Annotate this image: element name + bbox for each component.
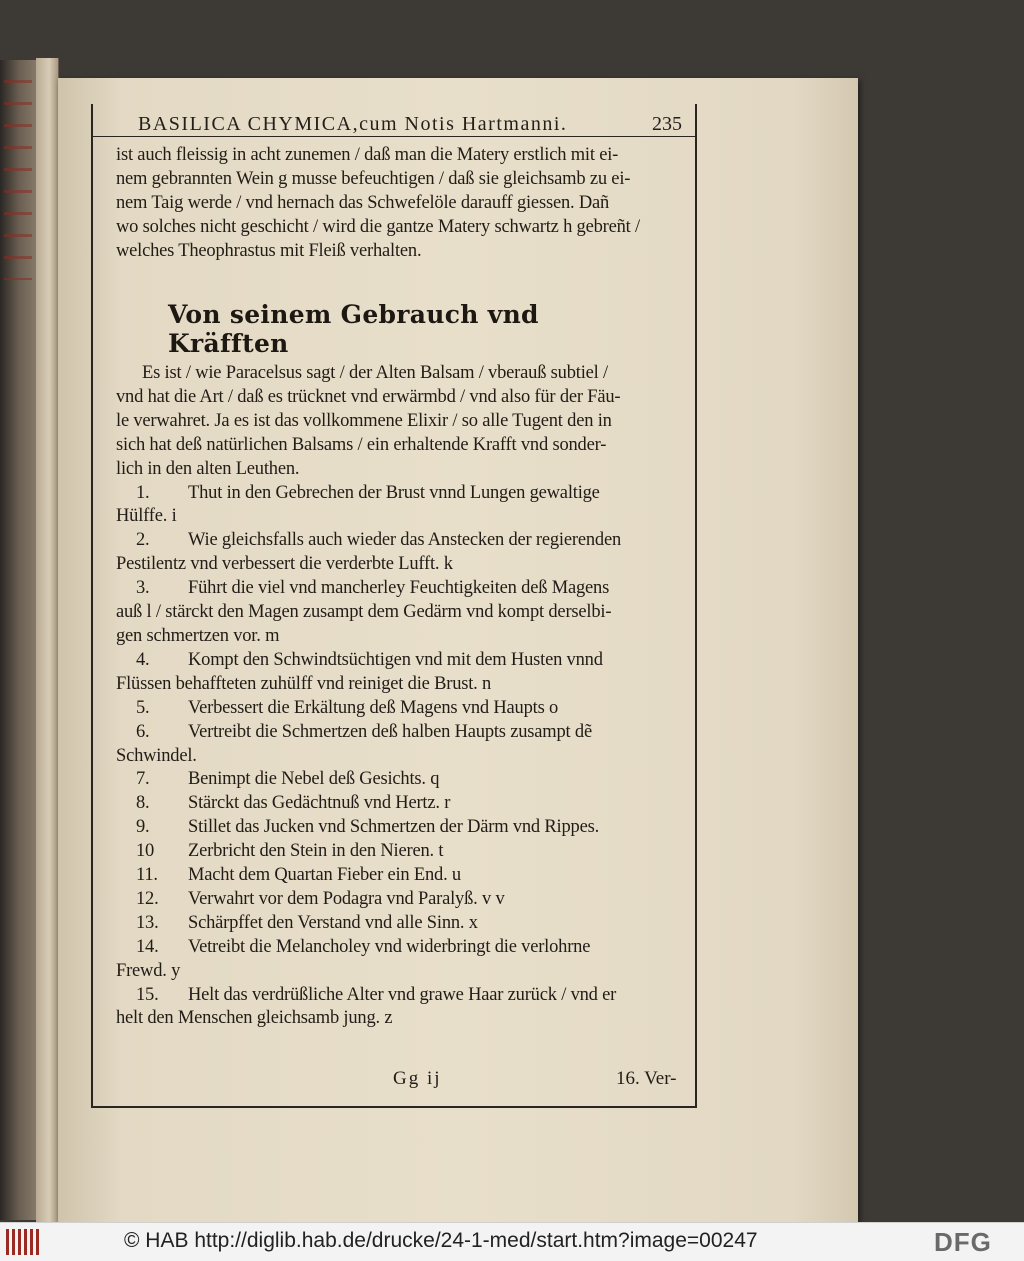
signature-mark: Gg ij xyxy=(393,1068,442,1089)
section-heading: Von seinem Gebrauch vnd Kräfften xyxy=(168,300,539,358)
item-number: 8. xyxy=(136,793,150,814)
text-line: gen schmertzen vor. m xyxy=(116,625,280,646)
item-text: Stärckt das Gedächtnuß vnd Hertz. r xyxy=(188,793,451,814)
library-logo-icon xyxy=(6,1229,42,1255)
text-line: lich in den alten Leuthen. xyxy=(116,458,300,479)
text-line: ist auch fleissig in acht zunemen / daß man die Matery erstlich mit ei- xyxy=(116,145,619,165)
item-text: Schärpffet den Verstand vnd alle Sinn. x xyxy=(188,912,478,933)
list-item xyxy=(116,482,691,530)
item-text: Kompt den Schwindtsüchtigen vnd mit dem Husten vnnd xyxy=(188,649,603,670)
list-item xyxy=(116,984,691,1032)
item-number: 3. xyxy=(136,578,150,599)
text-line: Hülffe. i xyxy=(116,506,177,527)
text-line xyxy=(116,912,691,936)
item-number: 6. xyxy=(136,721,150,742)
list-item xyxy=(116,816,691,840)
item-number: 14. xyxy=(136,936,159,957)
text-line: helt den Menschen gleichsamb jung. z xyxy=(116,1008,393,1029)
list-item xyxy=(116,936,691,984)
item-text: Zerbricht den Stein in den Nieren. t xyxy=(188,841,444,862)
text-line xyxy=(116,792,691,816)
item-text: Macht dem Quartan Fieber ein End. u xyxy=(188,865,461,886)
text-line xyxy=(116,577,691,601)
page-number: 235 xyxy=(652,113,682,135)
item-text: Vertreibt die Schmertzen deß halben Haupts zusampt dẽ xyxy=(188,721,592,742)
list-item xyxy=(116,768,691,792)
item-number: 4. xyxy=(136,649,150,670)
opening-paragraph xyxy=(116,144,691,264)
text-line: Schwindel. xyxy=(116,745,197,766)
item-number: 5. xyxy=(136,697,150,718)
numbered-list xyxy=(116,482,691,1032)
text-line: wo solches nicht geschicht / wird die gantze Matery schwartz h gebreñt / xyxy=(116,216,640,237)
facing-page-marks xyxy=(4,80,32,280)
text-line: Frewd. y xyxy=(116,960,181,981)
text-line xyxy=(116,984,691,1008)
header-rule xyxy=(91,136,697,137)
running-head: BASILICA CHYMICA,cum Notis Hartmanni. xyxy=(138,113,568,135)
footer-citation: © HAB http://diglib.hab.de/drucke/24-1-med/start.htm?image=00247 xyxy=(124,1229,758,1252)
text-line: Flüssen behaffteten zuhülff vnd reiniget die Brust. n xyxy=(116,673,492,694)
text-line: Pestilentz vnd verbessert die verderbte Lufft. k xyxy=(116,554,453,575)
text-line xyxy=(116,936,691,960)
list-item xyxy=(116,697,691,721)
list-item xyxy=(116,912,691,936)
list-item xyxy=(116,649,691,697)
catchword: 16. Ver- xyxy=(616,1068,677,1089)
body-text xyxy=(116,362,691,1031)
text-line xyxy=(116,482,691,506)
intro-paragraph xyxy=(116,362,691,482)
item-number: 9. xyxy=(136,817,150,838)
item-text: Stillet das Jucken vnd Schmertzen der Därm vnd Rippes. xyxy=(188,817,600,838)
text-line xyxy=(116,864,691,888)
list-item xyxy=(116,888,691,912)
item-number: 15. xyxy=(136,984,159,1005)
text-line xyxy=(116,768,691,792)
item-text: Thut in den Gebrechen der Brust vnnd Lungen gewaltige xyxy=(188,482,600,503)
text-line xyxy=(116,840,691,864)
list-item xyxy=(116,529,691,577)
list-item xyxy=(116,864,691,888)
text-line: Es ist / wie Paracelsus sagt / der Alten Balsam / vberauß subtiel / xyxy=(142,363,608,383)
item-number: 7. xyxy=(136,769,150,790)
text-line: sich hat deß natürlichen Balsams / ein erhaltende Krafft vnd sonder- xyxy=(116,434,607,455)
text-line: nem Taig werde / vnd hernach das Schwefelöle darauff giessen. Dañ xyxy=(116,192,610,213)
list-item xyxy=(116,792,691,816)
text-line xyxy=(116,529,691,553)
item-text: Vetreibt die Melancholey vnd widerbringt die verlohrne xyxy=(188,936,591,957)
text-line: vnd hat die Art / daß es trücknet vnd erwärmbd / vnd also für der Fäu- xyxy=(116,386,621,407)
text-line xyxy=(116,649,691,673)
footer-bar xyxy=(0,1222,1024,1261)
text-line xyxy=(116,697,691,721)
item-number: 11. xyxy=(136,865,158,886)
item-text: Wie gleichsfalls auch wieder das Anstecken der regierenden xyxy=(188,530,622,551)
text-line: auß l / stärckt den Magen zusampt dem Gedärm vnd kompt derselbi- xyxy=(116,602,612,623)
item-number: 2. xyxy=(136,530,150,551)
item-text: Verbessert die Erkältung deß Magens vnd Haupts o xyxy=(188,697,559,718)
list-item xyxy=(116,721,691,769)
item-text: Helt das verdrüßliche Alter vnd grawe Haar zurück / vnd er xyxy=(188,984,617,1005)
text-line xyxy=(116,816,691,840)
item-text: Benimpt die Nebel deß Gesichts. q xyxy=(188,769,440,790)
item-number: 13. xyxy=(136,912,159,933)
text-line xyxy=(116,721,691,745)
item-number: 1. xyxy=(136,482,150,503)
item-text: Verwahrt vor dem Podagra vnd Paralyß. v v xyxy=(188,888,505,909)
item-text: Führt die viel vnd mancherley Feuchtigkeiten deß Magens xyxy=(188,578,610,599)
text-line: nem gebrannten Wein g musse befeuchtigen / daß sie gleichsamb zu ei- xyxy=(116,168,631,189)
page-stack-edge xyxy=(36,58,59,1223)
text-line: welches Theophrastus mit Fleiß verhalten. xyxy=(116,240,422,261)
book-page xyxy=(58,78,858,1223)
item-number: 10 xyxy=(136,841,155,862)
list-item xyxy=(116,577,691,649)
list-item xyxy=(116,840,691,864)
dfg-logo: DFG xyxy=(934,1227,992,1257)
item-number: 12. xyxy=(136,888,159,909)
text-line xyxy=(116,888,691,912)
text-line: le verwahret. Ja es ist das vollkommene Elixir / so alle Tugent den in xyxy=(116,410,612,431)
